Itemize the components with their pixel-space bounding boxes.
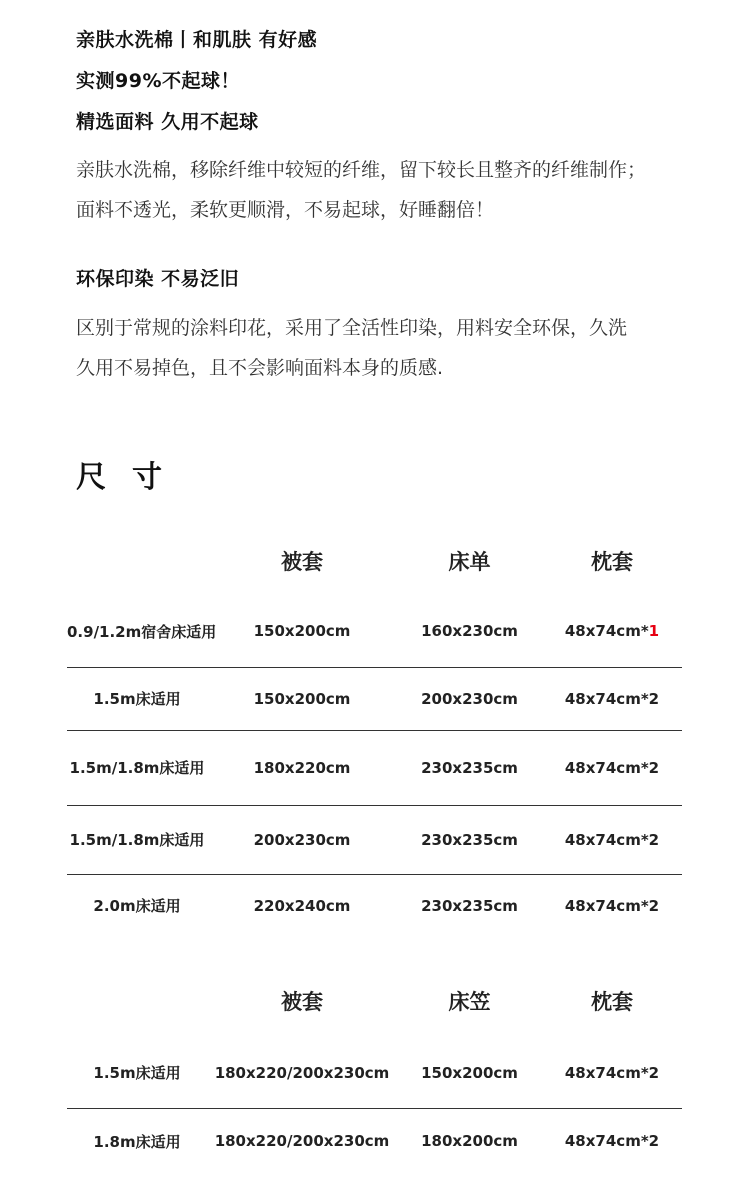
intro-headline: 亲肤水洗棉丨和肌肤 有好感 <box>76 29 318 51</box>
row-pillow <box>542 596 682 667</box>
row-pillow <box>542 874 682 937</box>
pillow-size: 48x74cm* <box>564 896 649 915</box>
pillow-count: 1 <box>648 622 660 641</box>
table-header-row <box>67 532 682 590</box>
table-row <box>67 667 682 730</box>
row-label: 1.5m/1.8m床适用 <box>67 805 207 874</box>
section-fabric-line: 面料不透光，柔软更顺滑，不易起球，好睡翻倍！ <box>76 199 495 221</box>
table-header-fitted: 床笠 <box>448 990 491 1014</box>
row-duvet: 150x200cm <box>253 622 351 641</box>
size-table-fitted <box>67 972 682 1174</box>
row-label: 1.5m/1.8m床适用 <box>67 730 207 805</box>
row-label: 0.9/1.2m宿舍床适用 <box>67 622 217 641</box>
row-label: 2.0m床适用 <box>67 874 207 937</box>
row-duvet: 150x200cm <box>207 667 397 730</box>
row-pillow: 48x74cm*2 <box>542 1108 682 1174</box>
row-pillow <box>542 730 682 805</box>
row-pillow <box>542 805 682 874</box>
row-duvet: 180x220/200x230cm <box>214 1063 390 1082</box>
row-sheet: 230x235cm <box>397 874 542 937</box>
section-dye-title: 环保印染 不易泛旧 <box>76 268 240 290</box>
section-dye-line: 久用不易掉色，且不会影响面料本身的质感. <box>76 357 444 379</box>
table-row <box>67 1038 682 1108</box>
table-row <box>67 874 682 937</box>
table-header-empty <box>67 972 207 1030</box>
section-fabric-title: 精选面料 久用不起球 <box>76 111 259 133</box>
row-label: 1.5m床适用 <box>93 1064 181 1083</box>
table-row <box>67 805 682 874</box>
row-duvet: 180x220/200x230cm <box>207 1108 397 1174</box>
row-pillow: 48x74cm*2 <box>564 1063 660 1082</box>
table-row <box>67 596 682 667</box>
pillow-count: 2 <box>648 896 660 915</box>
intro-claim: 实测99%不起球！ <box>76 70 240 92</box>
pillow-size: 48x74cm* <box>564 758 649 777</box>
row-fitted: 180x200cm <box>397 1108 542 1174</box>
section-dye-text <box>76 308 710 388</box>
table-header-empty <box>67 532 207 590</box>
section-fabric-text <box>76 150 710 230</box>
size-table-standard <box>67 532 682 937</box>
table-header-row <box>67 972 682 1030</box>
pillow-count: 2 <box>648 830 660 849</box>
table-header-pillow: 枕套 <box>591 990 633 1014</box>
row-label: 1.5m床适用 <box>67 667 207 730</box>
section-dye-line: 区别于常规的涂料印花，采用了全活性印染，用料安全环保，久洗 <box>76 317 628 339</box>
row-pillow <box>542 667 682 730</box>
row-sheet: 230x235cm <box>397 805 542 874</box>
row-duvet: 220x240cm <box>207 874 397 937</box>
row-duvet: 180x220cm <box>207 730 397 805</box>
pillow-size: 48x74cm* <box>564 830 649 849</box>
table-header-pillow: 枕套 <box>591 550 633 574</box>
pillow-size: 48x74cm* <box>564 622 649 641</box>
section-fabric-line: 亲肤水洗棉，移除纤维中较短的纤维，留下较长且整齐的纤维制作； <box>76 159 647 181</box>
row-duvet: 200x230cm <box>207 805 397 874</box>
table-row <box>67 730 682 805</box>
table-row <box>67 1108 682 1174</box>
pillow-count: 2 <box>648 689 660 708</box>
row-sheet: 200x230cm <box>397 667 542 730</box>
row-label: 1.8m床适用 <box>67 1108 207 1174</box>
table-header-duvet: 被套 <box>281 550 323 574</box>
pillow-count: 2 <box>648 758 660 777</box>
row-sheet: 160x230cm <box>421 622 518 641</box>
table-header-duvet: 被套 <box>281 990 323 1014</box>
table-header-sheet: 床单 <box>448 550 491 574</box>
pillow-size: 48x74cm* <box>564 689 649 708</box>
size-title: 尺寸 <box>76 460 188 495</box>
row-fitted: 150x200cm <box>421 1063 518 1082</box>
row-sheet: 230x235cm <box>397 730 542 805</box>
